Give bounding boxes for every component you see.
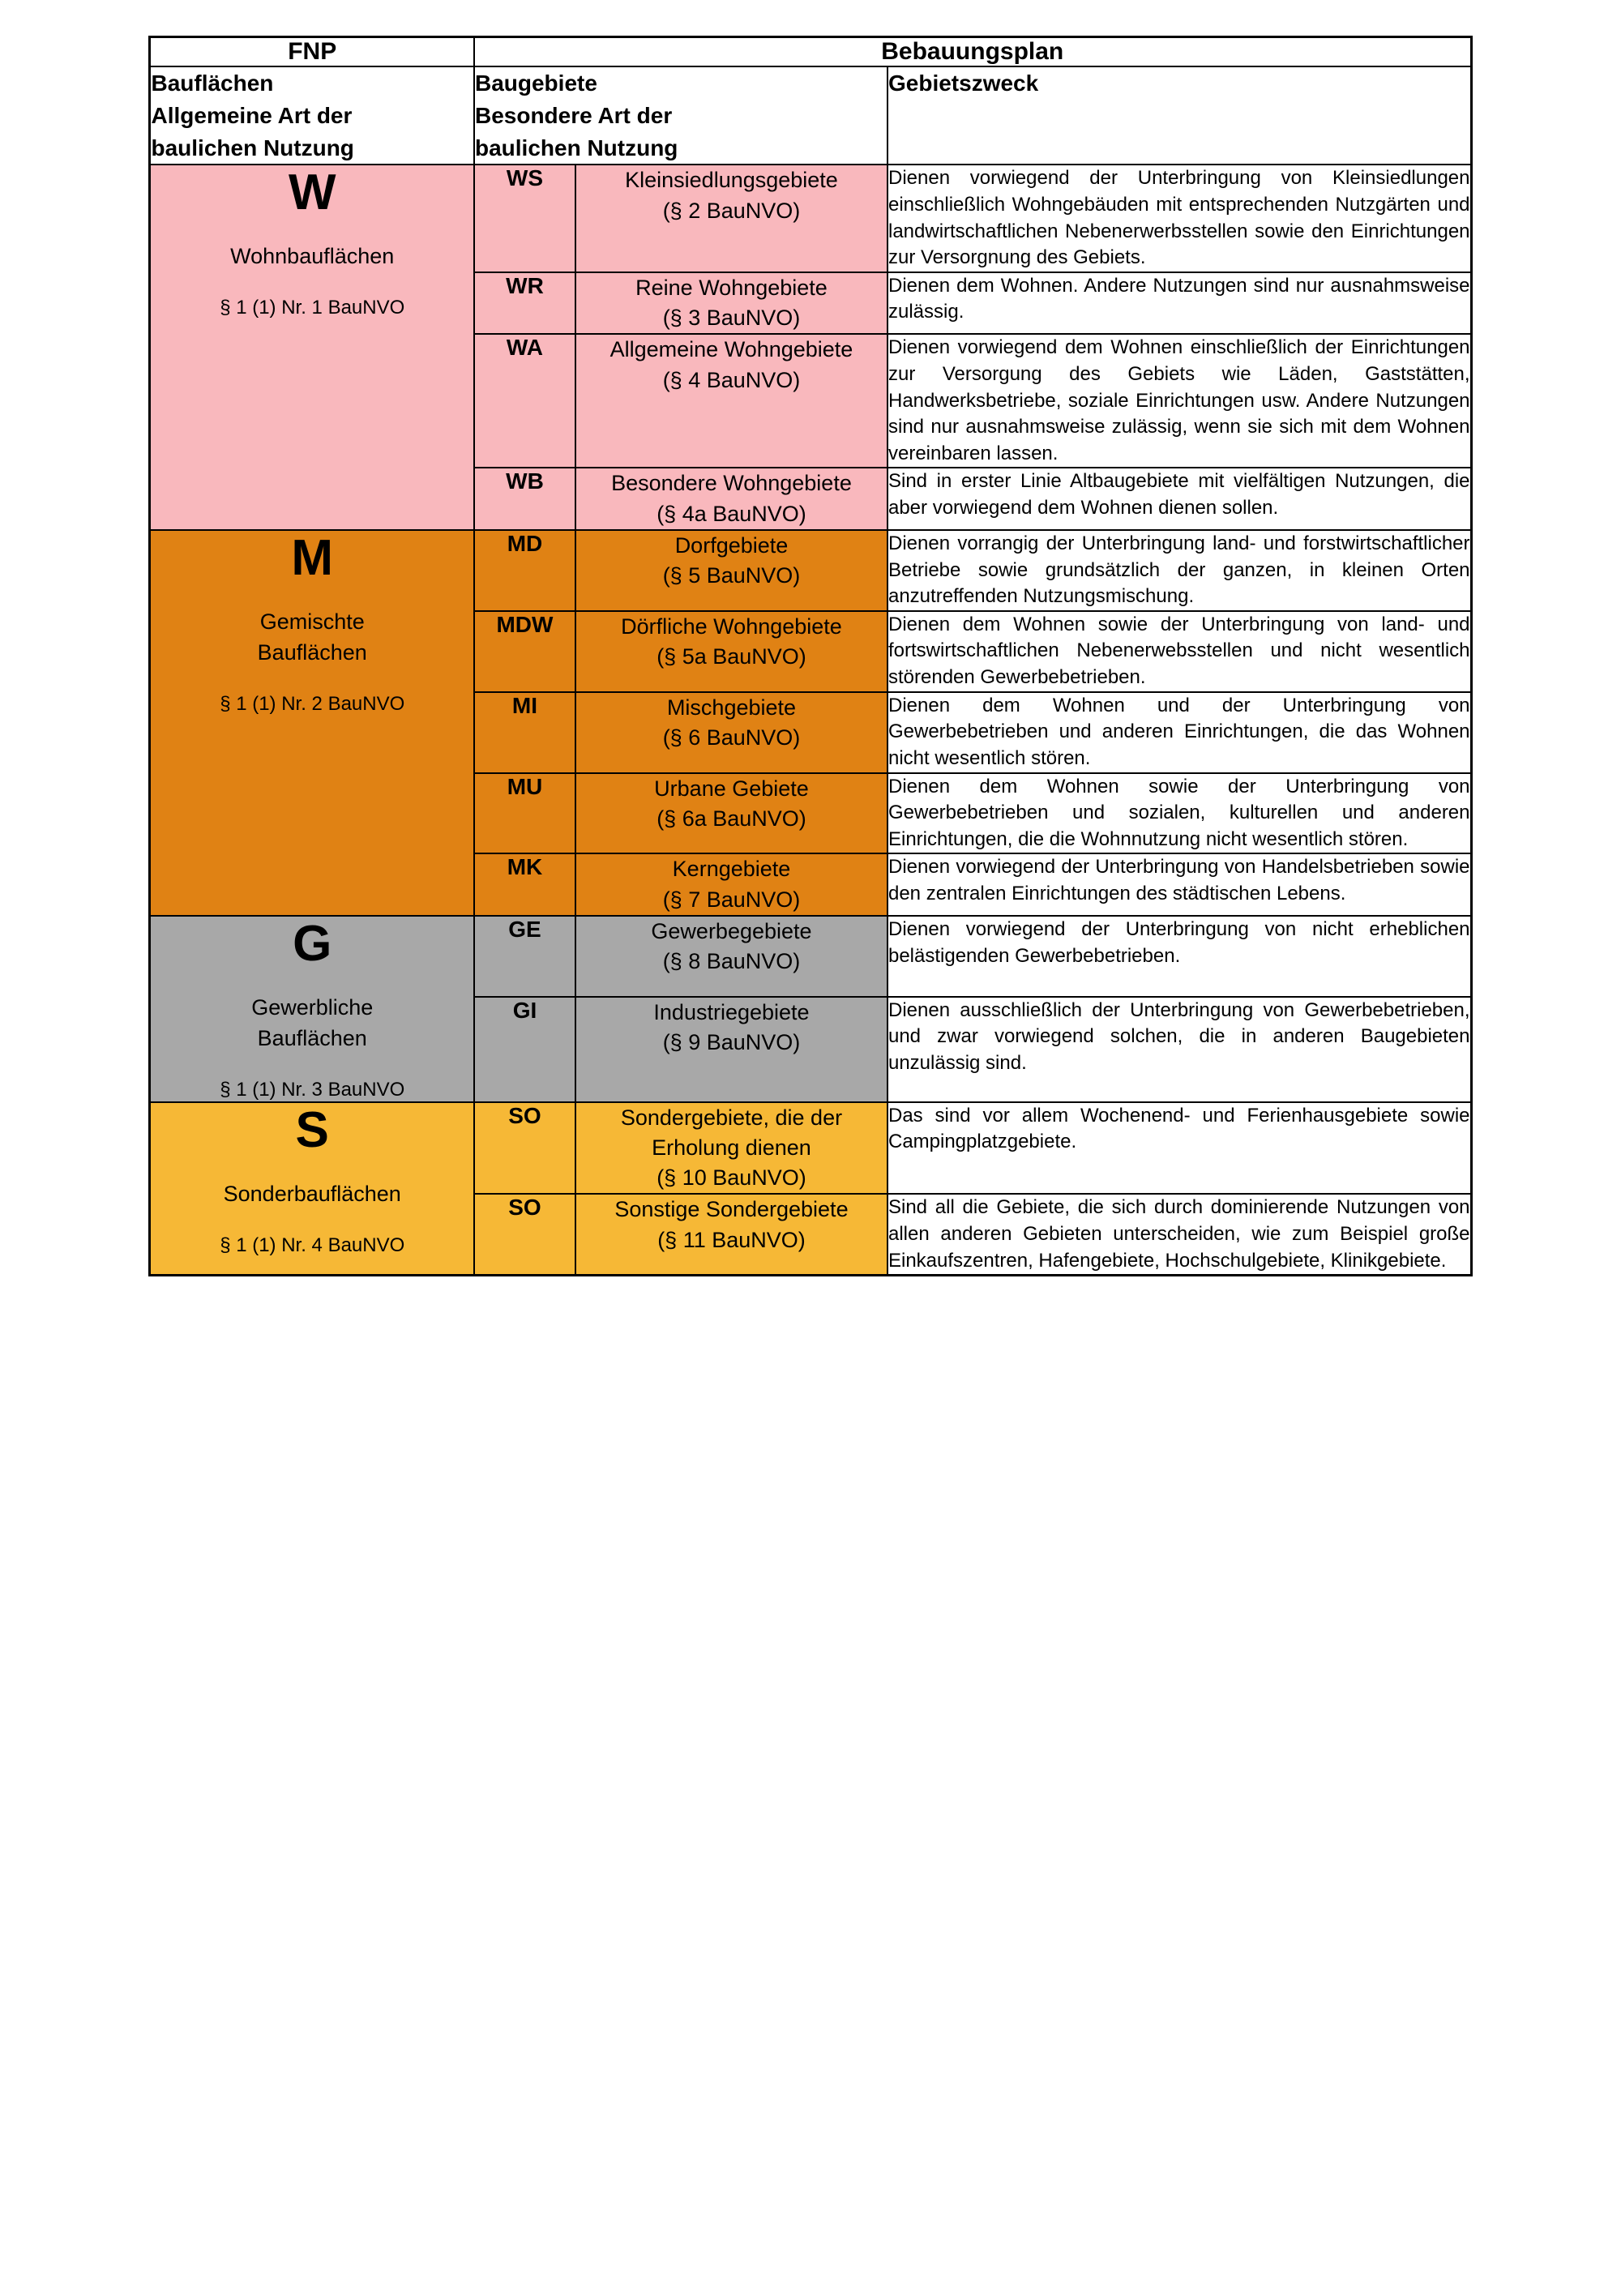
baugebiet-abbreviation: GE xyxy=(474,916,575,997)
baugebiet-name-line: Urbane Gebiete xyxy=(654,776,809,801)
category-name-line: Sonderbauflächen xyxy=(223,1181,401,1206)
baugebiet-abbreviation: WR xyxy=(474,272,575,335)
category-letter: G xyxy=(293,915,332,972)
baugebiet-abbreviation: WB xyxy=(474,468,575,530)
baugebiet-name xyxy=(575,530,887,611)
baugebiet-name-line: Dörfliche Wohngebiete xyxy=(621,614,842,639)
baugebiet-name-line: (§ 5a BauNVO) xyxy=(657,644,806,669)
category-name-line: Bauflächen xyxy=(257,1025,367,1050)
gebietszweck-text: Dienen vorwiegend der Unterbringung von nicht erheblichen belästigenden Gewerbebetrieben. xyxy=(887,916,1471,997)
subheader-baugebiete-line-3: baulichen Nutzung xyxy=(474,135,678,160)
baunvo-table xyxy=(148,36,1472,1276)
subheader-gebietszweck: Gebietszweck xyxy=(887,66,1471,165)
gebietszweck-text: Sind in erster Linie Altbaugebiete mit vielfältigen Nutzungen, die aber vorwiegend dem Wohnen dienen sollen. xyxy=(887,468,1471,530)
table-row xyxy=(150,165,1471,272)
baugebiet-name xyxy=(575,853,887,916)
category-paragraph: § 1 (1) Nr. 3 BauNVO xyxy=(220,1078,405,1101)
baugebiet-abbreviation: MI xyxy=(474,692,575,773)
gebietszweck-text: Dienen vorwiegend dem Wohnen einschließlich der Einrichtungen zur Versorgung des Gebiets wie Läden, Gaststätten, Handwerksbetriebe, soziale Einrichtungen usw. Andere Nutzungen sind nur ausnahmsweise zulässig, wenn sie sich mit dem Wohnen vereinbaren lassen. xyxy=(887,334,1471,468)
subheader-bauflaechen xyxy=(150,66,474,165)
baugebiet-abbreviation: WA xyxy=(474,334,575,468)
baugebiet-name-line: (§ 2 BauNVO) xyxy=(662,198,801,223)
flaeche-category-m xyxy=(150,530,474,916)
category-name-line: Wohnbauflächen xyxy=(230,244,395,269)
gebietszweck-text: Dienen vorrangig der Unterbringung land- und forstwirtschaftlicher Betriebe sowie grundsätzlich der ganzen, in kleinen Orten anzutreffenden Nutzungsmischung. xyxy=(887,530,1471,611)
baugebiet-name-line: Mischgebiete xyxy=(666,695,797,720)
table-row xyxy=(150,916,1471,997)
gebietszweck-text: Das sind vor allem Wochenend- und Ferienhausgebiete sowie Campingplatzgebiete. xyxy=(887,1102,1471,1195)
baugebiet-name-line: Kerngebiete xyxy=(672,857,791,882)
baugebiet-name xyxy=(575,272,887,335)
baugebiet-name-line: Kleinsiedlungsgebiete xyxy=(625,168,838,193)
header-bebauungsplan: Bebauungsplan xyxy=(474,37,1471,67)
baugebiet-name xyxy=(575,997,887,1102)
gebietszweck-text: Dienen dem Wohnen und der Unterbringung von Gewerbebetrieben und anderen Einrichtungen, die das Wohnen nicht wesentlich stören. xyxy=(887,692,1471,773)
baugebiet-abbreviation: SO xyxy=(474,1102,575,1195)
baugebiet-name-line: (§ 6a BauNVO) xyxy=(657,806,806,831)
subheader-baugebiete-line-2: Besondere Art der xyxy=(474,102,673,128)
baugebiet-name-line: Sondergebiete, die der xyxy=(620,1105,843,1130)
flaeche-category-w xyxy=(150,165,474,530)
table-row xyxy=(150,530,1471,611)
baugebiet-name xyxy=(575,692,887,773)
baugebiet-name-line: (§ 3 BauNVO) xyxy=(662,306,801,330)
gebietszweck-text: Dienen ausschließlich der Unterbringung von Gewerbebetrieben, und zwar vorwiegend solchen, die in anderen Baugebieten unzulässig sind. xyxy=(887,997,1471,1102)
baugebiet-name-line: Dorfgebiete xyxy=(674,532,789,558)
subheader-baugebiete xyxy=(474,66,887,165)
category-paragraph: § 1 (1) Nr. 1 BauNVO xyxy=(220,297,405,319)
gebietszweck-text: Dienen dem Wohnen sowie der Unterbringung von land- und fortswirtschaftlichen Nebenerwebsstellen und nicht wesentlich störenden Gewerbebetrieben. xyxy=(887,611,1471,692)
subheader-bauflaechen-line-3: baulichen Nutzung xyxy=(151,135,354,160)
baugebiet-name xyxy=(575,334,887,468)
baugebiet-name-line: (§ 7 BauNVO) xyxy=(662,887,801,912)
table-body xyxy=(150,37,1471,1276)
baugebiet-name xyxy=(575,1102,887,1195)
category-name-line: Gemischte xyxy=(259,609,365,635)
table-header-row xyxy=(150,37,1471,67)
category-name-line: Gewerbliche xyxy=(251,995,374,1020)
baugebiet-abbreviation: MD xyxy=(474,530,575,611)
baugebiet-name-line: Erholung dienen xyxy=(652,1135,811,1160)
baugebiet-name xyxy=(575,916,887,997)
baugebiet-name-line: (§ 4a BauNVO) xyxy=(657,501,806,526)
baugebiet-name-line: (§ 8 BauNVO) xyxy=(662,949,801,974)
subheader-baugebiete-line-1: Baugebiete xyxy=(474,71,597,96)
baugebiet-name-line: (§ 5 BauNVO) xyxy=(662,563,801,588)
baugebiet-name-line: (§ 6 BauNVO) xyxy=(662,725,801,750)
baugebiet-name-line: Besondere Wohngebiete xyxy=(611,471,852,496)
baugebiet-name-line: (§ 11 BauNVO) xyxy=(657,1227,806,1252)
baugebiet-name-line: Gewerbegebiete xyxy=(651,918,812,943)
baugebiet-name xyxy=(575,1194,887,1275)
category-letter: S xyxy=(295,1101,329,1158)
category-paragraph: § 1 (1) Nr. 2 BauNVO xyxy=(220,692,405,715)
baugebiet-abbreviation: MDW xyxy=(474,611,575,692)
subheader-bauflaechen-line-1: Bauflächen xyxy=(151,71,274,96)
baugebiet-name-line: Reine Wohngebiete xyxy=(635,275,828,300)
gebietszweck-text: Dienen dem Wohnen sowie der Unterbringung von Gewerbebetrieben und sozialen, kulturellen und anderen Einrichtungen, die die Wohnnutzung nicht wesentlich stören. xyxy=(887,773,1471,854)
baugebiet-abbreviation: GI xyxy=(474,997,575,1102)
baugebiet-name xyxy=(575,611,887,692)
category-letter: M xyxy=(291,529,334,586)
baugebiet-name xyxy=(575,468,887,530)
baugebiet-abbreviation: WS xyxy=(474,165,575,272)
table-subheader-row xyxy=(150,66,1471,165)
category-name-line: Bauflächen xyxy=(257,639,367,665)
flaeche-category-g xyxy=(150,916,474,1102)
baugebiet-abbreviation: SO xyxy=(474,1194,575,1275)
category-paragraph: § 1 (1) Nr. 4 BauNVO xyxy=(220,1234,405,1256)
baugebiet-name-line: (§ 9 BauNVO) xyxy=(662,1029,801,1054)
baugebiet-name-line: Industriegebiete xyxy=(653,999,810,1024)
gebietszweck-text: Sind all die Gebiete, die sich durch dominierende Nutzungen von allen anderen Gebieten unterscheiden, wie zum Beispiel große Einkaufszentren, Hafengebiete, Hochschulgebiete, Klinikgebiete. xyxy=(887,1194,1471,1275)
baugebiet-name-line: (§ 10 BauNVO) xyxy=(657,1165,806,1191)
gebietszweck-text: Dienen vorwiegend der Unterbringung von Kleinsiedlungen einschließlich Wohngebäuden mit entsprechenden Nutzgärten und landwirtschaftlichen Nebenerwerbsstellen sowie den Einrichtungen zur Versorgnung des Gebiets. xyxy=(887,165,1471,272)
baugebiet-name-line: Allgemeine Wohngebiete xyxy=(609,337,853,362)
gebietszweck-text: Dienen vorwiegend der Unterbringung von Handelsbetrieben sowie den zentralen Einrichtungen des städtischen Lebens. xyxy=(887,853,1471,916)
flaeche-category-s xyxy=(150,1102,474,1276)
table-row xyxy=(150,1102,1471,1195)
baugebiet-name-line: (§ 4 BauNVO) xyxy=(662,367,801,392)
category-letter: W xyxy=(288,165,336,221)
subheader-bauflaechen-line-2: Allgemeine Art der xyxy=(151,102,353,128)
baugebiet-name xyxy=(575,165,887,272)
baugebiet-abbreviation: MU xyxy=(474,773,575,854)
gebietszweck-text: Dienen dem Wohnen. Andere Nutzungen sind nur ausnahmsweise zulässig. xyxy=(887,272,1471,335)
baugebiet-abbreviation: MK xyxy=(474,853,575,916)
baugebiet-name xyxy=(575,773,887,854)
header-fnp: FNP xyxy=(150,37,474,67)
baugebiet-name-line: Sonstige Sondergebiete xyxy=(614,1197,849,1222)
